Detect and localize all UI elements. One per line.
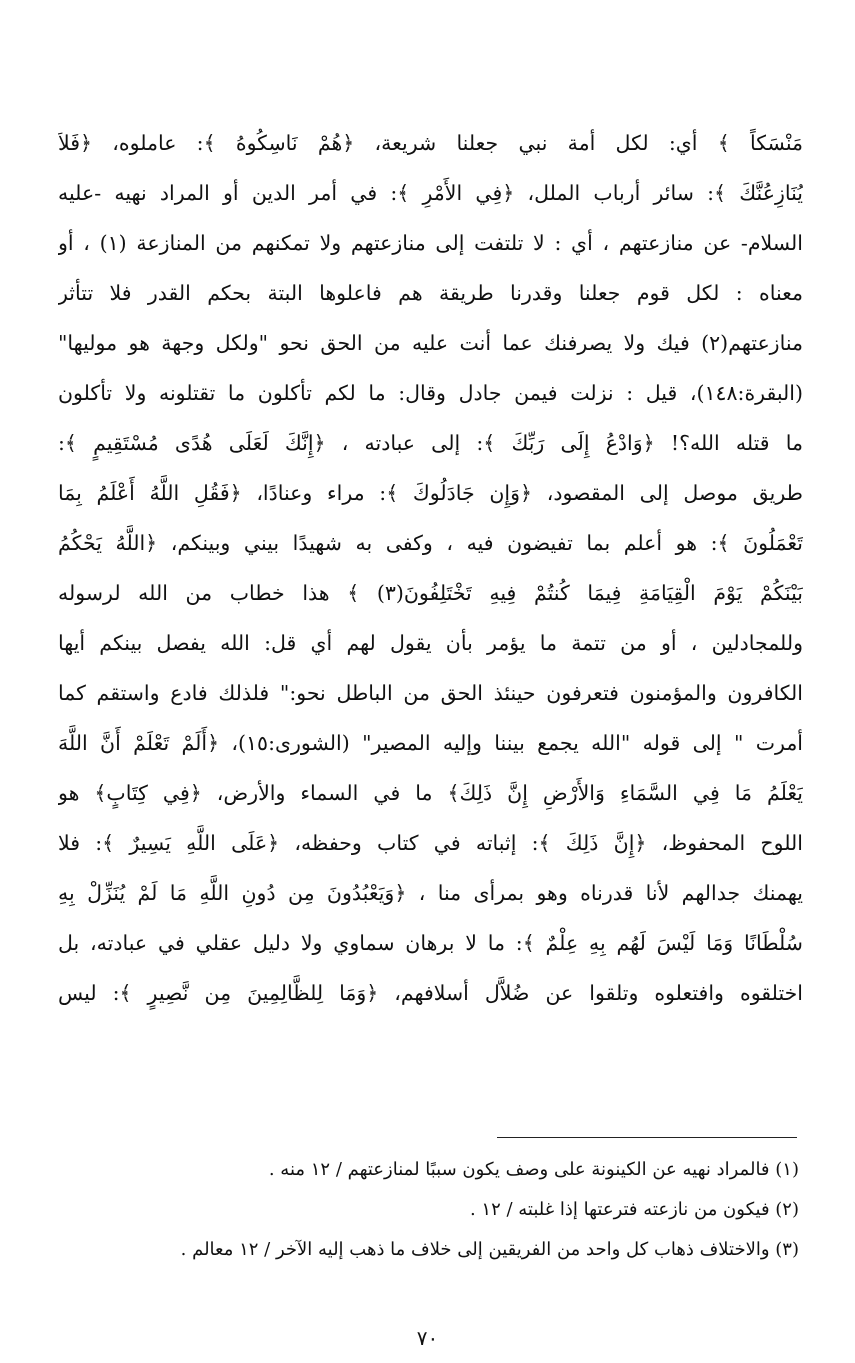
footnote-3: (٣) والاختلاف ذهاب كل واحد من الفريقين إلى خلاف ما ذهب إليه الآخر / ١٢ معالم . bbox=[180, 1239, 799, 1260]
text-line bbox=[58, 218, 803, 268]
page-number: ٧٠ bbox=[416, 1326, 439, 1350]
text-line bbox=[58, 718, 803, 768]
text-line-content: يهمنك جدالهم لأنا قدرناه وهو بمرأى منا ، ﴿وَيَعْبُدُونَ مِن دُونِ اللَّهِ مَا لَمْ يُنَزِّلْ بِهِ bbox=[58, 881, 803, 905]
text-line bbox=[58, 618, 803, 668]
text-line bbox=[58, 168, 803, 218]
footnote-2: (٢) فيكون من نازعته فترعتها إذا غلبته / ١٢ . bbox=[469, 1199, 799, 1220]
text-line-content: بَيْنَكُمْ يَوْمَ الْقِيَامَةِ فِيمَا كُنتُمْ فِيهِ تَخْتَلِفُونَ(٣) ﴾ هذا خطاب من الله لرسوله bbox=[58, 581, 803, 605]
text-line bbox=[58, 118, 803, 168]
text-line-content: وللمجادلين ، أو من تتمة ما يؤمر بأن يقول لهم أي قل: الله يفصل بينكم أيها bbox=[58, 631, 803, 655]
text-line-content: الكافرون والمؤمنون فتعرفون حينئذ الحق من الباطل نحو:" فلذلك فادع واستقم كما bbox=[58, 681, 803, 705]
text-line-content: معناه : لكل قوم جعلنا وقدرنا طريقة هم فاعلوها البتة بحكم القدر فلا تتأثر bbox=[58, 281, 803, 305]
text-line-content: يَعْلَمُ مَا فِي السَّمَاءِ وَالأَرْضِ إِنَّ ذَلِكَ﴾ ما في السماء والأرض، ﴿فِي كِتَابٍ﴾ هو bbox=[58, 781, 803, 805]
text-line-content: أمرت " إلى قوله "الله يجمع بيننا وإليه المصير" (الشورى:١٥)، ﴿أَلَمْ تَعْلَمْ أَنَّ اللَّهَ bbox=[58, 731, 803, 755]
text-line-content: اختلقوه وافتعلوه وتلقوا عن ضُلاَّل أسلافهم، ﴿وَمَا لِلظَّالِمِينَ مِن نَّصِيرٍ ﴾: ليس bbox=[58, 981, 803, 1005]
text-line bbox=[58, 868, 803, 918]
text-line-content: ما قتله الله؟! ﴿وَادْعُ إِلَى رَبِّكَ ﴾: إلى عبادته ، ﴿إِنَّكَ لَعَلَى هُدًى مُسْتَقِيمٍ ﴾: bbox=[58, 431, 803, 455]
main-text-body bbox=[58, 118, 803, 1018]
text-line-content: اللوح المحفوظ، ﴿إِنَّ ذَلِكَ ﴾: إثباته في كتاب وحفظه، ﴿عَلَى اللَّهِ يَسِيرٌ ﴾: فلا bbox=[58, 831, 803, 855]
text-line bbox=[58, 268, 803, 318]
text-line-content: طريق موصل إلى المقصود، ﴿وَإِن جَادَلُوكَ ﴾: مراء وعنادًا، ﴿فَقُلِ اللَّهُ أَعْلَمُ بِمَا bbox=[58, 481, 803, 505]
text-line-content: سُلْطَانًا وَمَا لَيْسَ لَهُم بِهِ عِلْمٌ ﴾: ما لا برهان سماوي ولا دليل عقلي في عبادته، بل bbox=[58, 931, 803, 955]
text-line-content: (البقرة:١٤٨)، قيل : نزلت فيمن جادل وقال: ما لكم تأكلون ما تقتلونه ولا تأكلون bbox=[58, 381, 803, 405]
text-line bbox=[58, 968, 803, 1018]
text-line bbox=[58, 568, 803, 618]
text-line bbox=[58, 318, 803, 368]
text-line bbox=[58, 918, 803, 968]
text-line-content: منازعتهم(٢) فيك ولا يصرفنك عما أنت عليه من الحق نحو "ولكل وجهة هو موليها" bbox=[58, 331, 803, 355]
footnote-divider bbox=[497, 1137, 797, 1138]
text-line bbox=[58, 518, 803, 568]
text-line bbox=[58, 368, 803, 418]
text-line-content: مَنْسَكاً ﴾ أي: لكل أمة نبي جعلنا شريعة، ﴿هُمْ نَاسِكُوهُ ﴾: عاملوه، ﴿فَلاَ bbox=[58, 131, 803, 155]
text-line-content: يُنَازِعُنَّكَ ﴾: سائر أرباب الملل، ﴿فِي الأَمْرِ ﴾: في أمر الدين أو المراد نهيه -عليه bbox=[58, 181, 803, 205]
text-line-content: تَعْمَلُونَ ﴾: هو أعلم بما تفيضون فيه ، وكفى به شهيدًا بيني وبينكم، ﴿اللَّهُ يَحْكُمُ bbox=[58, 531, 803, 555]
text-line bbox=[58, 818, 803, 868]
footnotes bbox=[58, 1150, 803, 1270]
text-line bbox=[58, 668, 803, 718]
text-line bbox=[58, 768, 803, 818]
footnote-1: (١) فالمراد نهيه عن الكينونة على وصف يكون سببًا لمنازعتهم / ١٢ منه . bbox=[268, 1159, 799, 1180]
text-line bbox=[58, 418, 803, 468]
text-line bbox=[58, 468, 803, 518]
text-line-content: السلام- عن منازعتهم ، أي : لا تلتفت إلى منازعتهم ولا تمكنهم من المنازعة (١) ، أو bbox=[58, 231, 803, 255]
